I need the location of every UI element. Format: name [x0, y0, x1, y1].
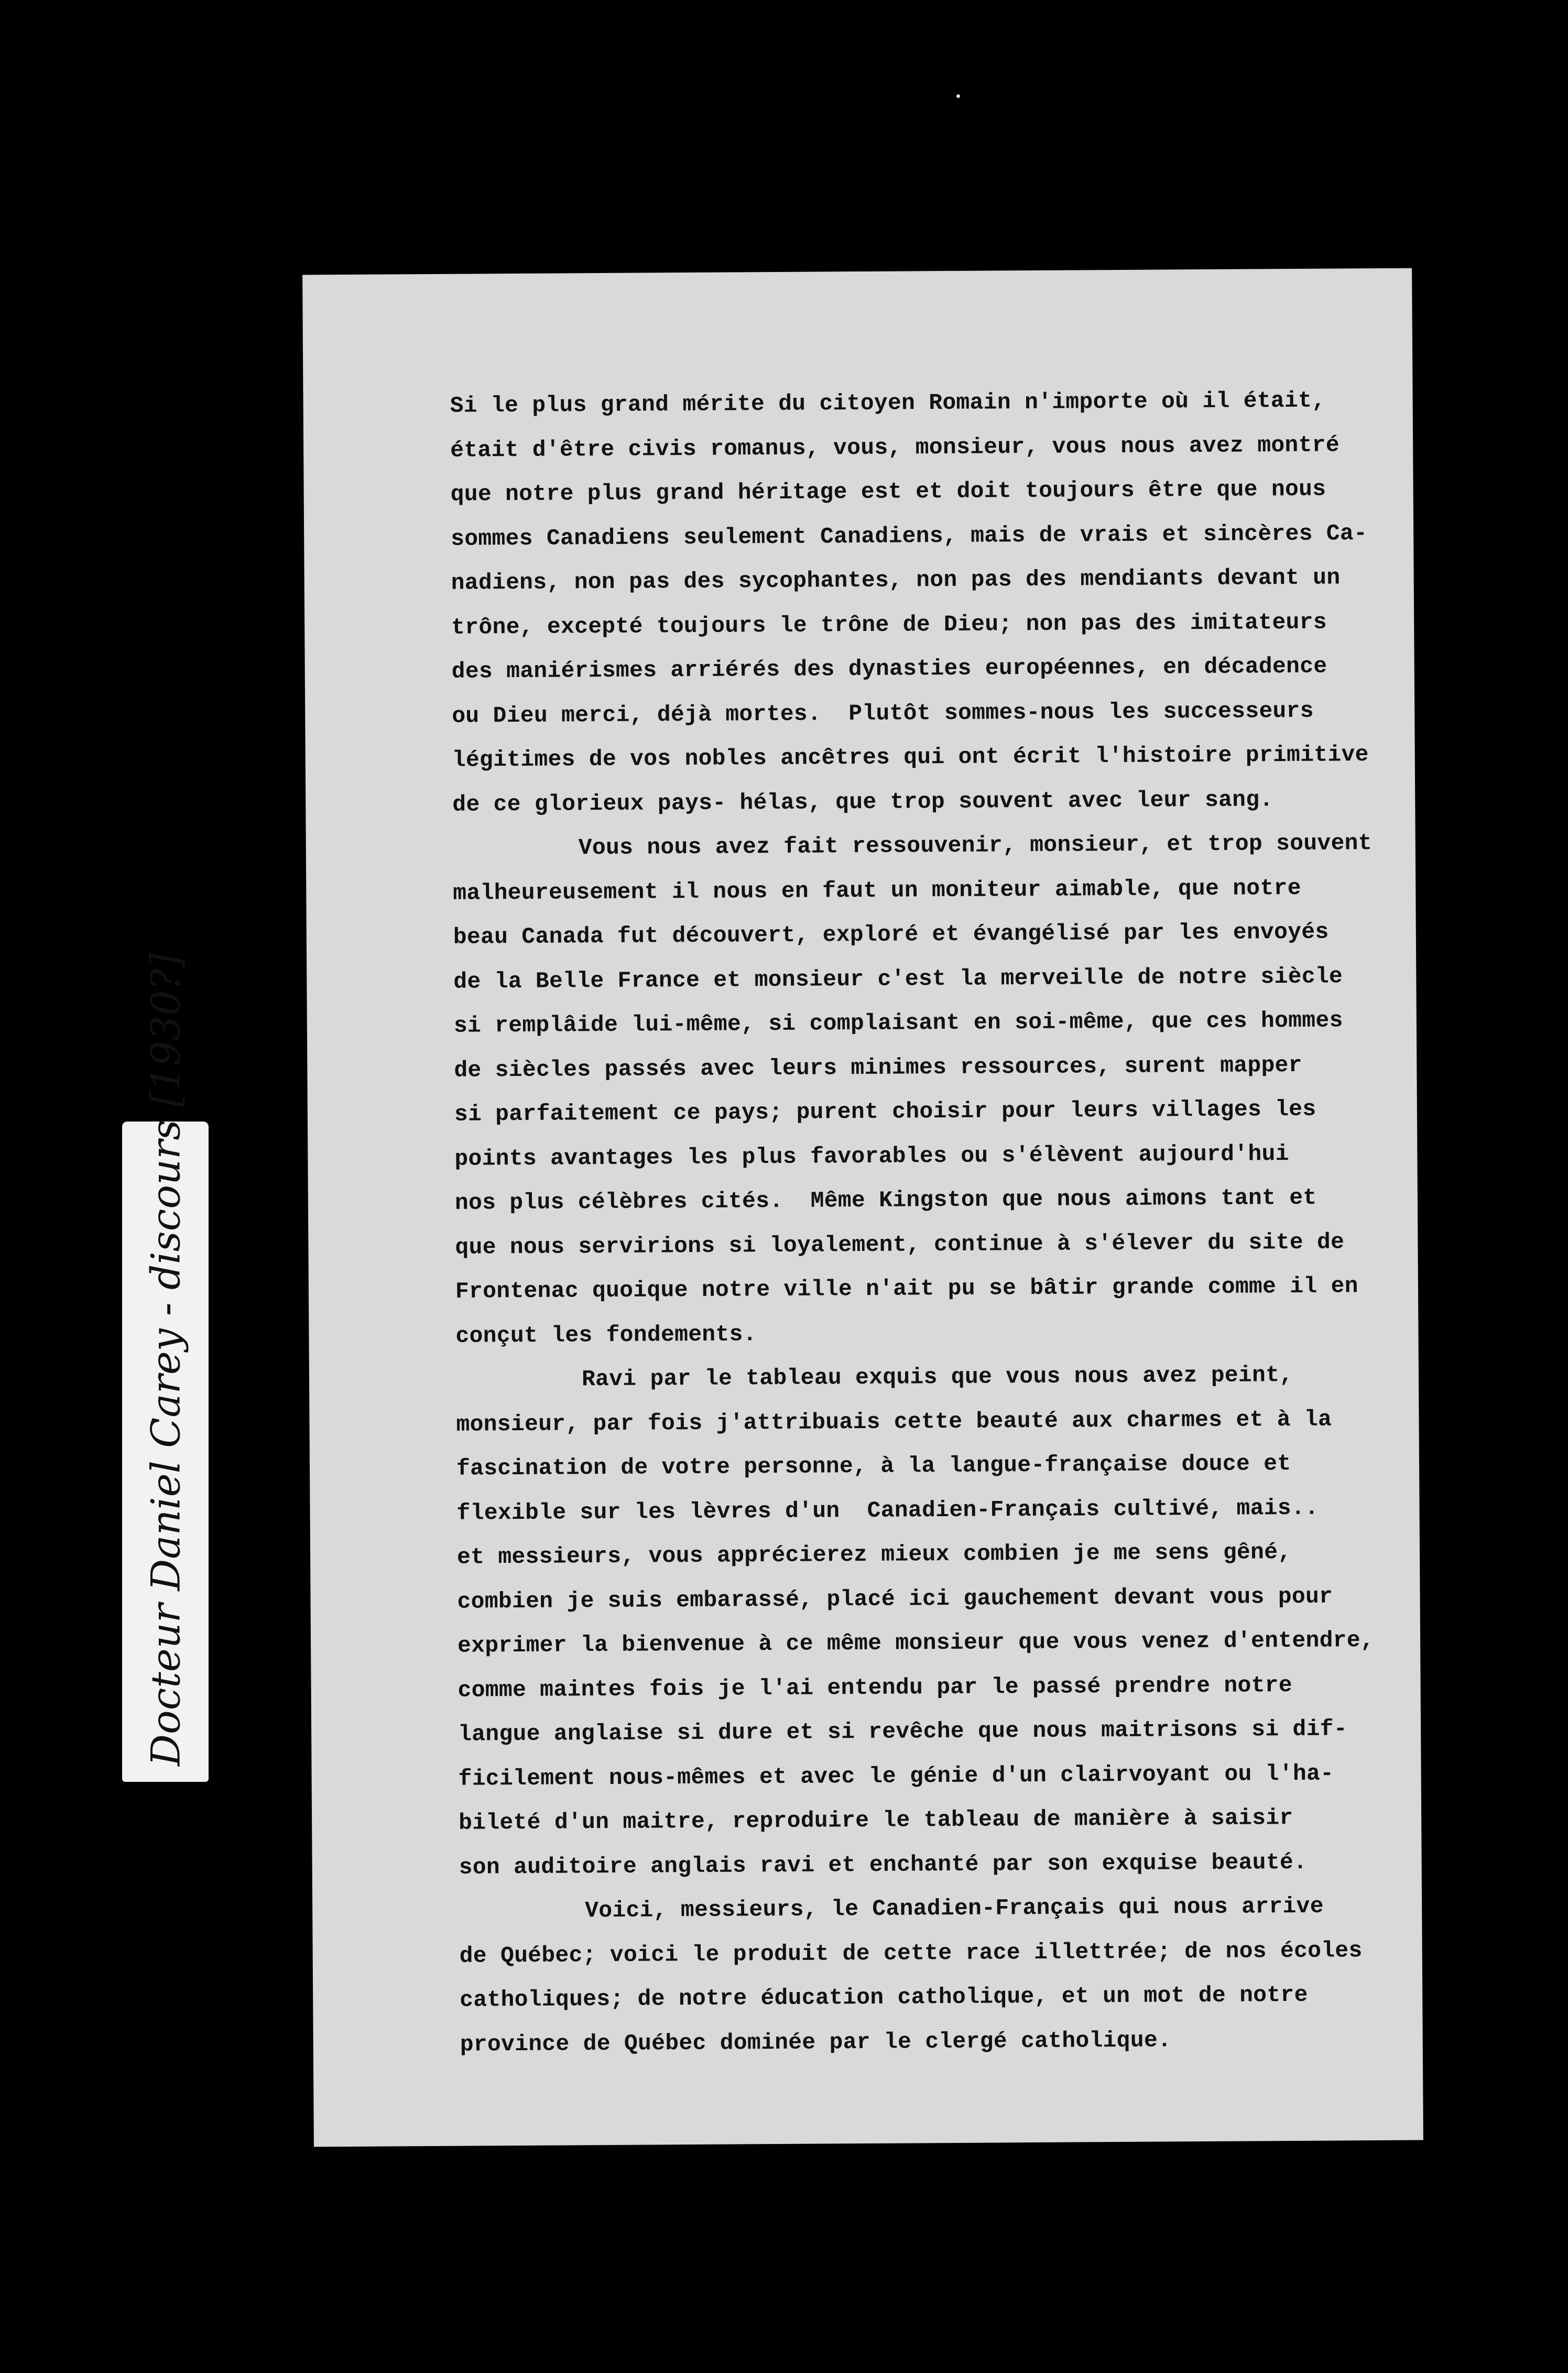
- archive-label-text: Docteur Daniel Carey - discours [1930?]: [142, 953, 189, 1766]
- text-line: si parfaitement ce pays; purent choisir pour leurs villages les: [454, 1096, 1316, 1127]
- text-line: points avantages les plus favorables ou s'élèvent aujourd'hui: [454, 1140, 1289, 1172]
- text-line: flexible sur les lèvres d'un Canadien-Français cultivé, mais..: [456, 1495, 1319, 1526]
- text-line: son auditoire anglais ravi et enchanté par son exquise beauté.: [459, 1849, 1308, 1880]
- text-line: catholiques; de notre éducation catholique, et un mot de notre: [460, 1982, 1308, 2013]
- text-line: Si le plus grand mérite du citoyen Romain n'importe où il était,: [450, 387, 1326, 419]
- text-line: de siècles passés avec leurs minimes ressources, surent mapper: [454, 1052, 1302, 1083]
- text-line: sommes Canadiens seulement Canadiens, mais de vrais et sincères Ca-: [451, 520, 1368, 552]
- text-line: bileté d'un maitre, reproduire le tableau de manière à saisir: [459, 1805, 1293, 1836]
- text-line: comme maintes fois je l'ai entendu par le passé prendre notre: [458, 1672, 1293, 1703]
- text-line: de Québec; voici le produit de cette race illettrée; de nos écoles: [459, 1937, 1363, 1969]
- text-line: Frontenac quoique notre ville n'ait pu se bâtir grande comme il en: [455, 1273, 1358, 1304]
- text-line: des maniérismes arriérés des dynasties européennes, en décadence: [451, 653, 1327, 684]
- text-line: de ce glorieux pays- hélas, que trop souvent avec leur sang.: [452, 786, 1273, 818]
- text-line: si remplâide lui-même, si complaisant en soi-même, que ces hommes: [453, 1007, 1343, 1039]
- text-line: combien je suis embarassé, placé ici gauchement devant vous pour: [457, 1583, 1333, 1615]
- text-line: langue anglaise si dure et si revêche que nous maitrisons si dif-: [458, 1716, 1348, 1747]
- text-line: et messieurs, vous apprécierez mieux combien je me sens gêné,: [456, 1539, 1292, 1570]
- text-line: exprimer la bienvenue à ce même monsieur que vous venez d'entendre,: [457, 1627, 1375, 1659]
- text-line: fascination de votre personne, à la langue-française douce et: [456, 1451, 1291, 1482]
- archive-label-tag: [122, 953, 209, 1782]
- text-line: que nous servirions si loyalement, continue à s'élever du site de: [455, 1228, 1345, 1260]
- text-line: que notre plus grand héritage est et doit toujours être que nous: [450, 476, 1326, 507]
- text-line: légitimes de vos nobles ancêtres qui ont écrit l'histoire primitive: [452, 742, 1369, 773]
- text-line: était d'être civis romanus, vous, monsieur, vous nous avez montré: [450, 431, 1340, 463]
- text-line: nadiens, non pas des sycophantes, non pas des mendiants devant un: [451, 564, 1341, 596]
- scan-speck: [956, 94, 960, 98]
- text-line: nos plus célèbres cités. Même Kingston que nous aimons tant et: [454, 1184, 1317, 1216]
- text-line: monsieur, par fois j'attribuais cette beauté aux charmes et à la: [456, 1406, 1332, 1438]
- text-line: province de Québec dominée par le clergé catholique.: [460, 2027, 1172, 2058]
- text-line: trône, excepté toujours le trône de Dieu; non pas des imitateurs: [451, 609, 1327, 640]
- text-line: ficilement nous-mêmes et avec le génie d'un clairvoyant ou l'ha-: [458, 1760, 1334, 1792]
- text-line: de la Belle France et monsieur c'est la merveille de notre siècle: [453, 963, 1343, 995]
- text-line: Voici, messieurs, le Canadien-Français qui nous arrive: [585, 1893, 1324, 1924]
- text-line: malheureusement il nous en faut un moniteur aimable, que notre: [453, 875, 1301, 906]
- text-line: conçut les fondements.: [455, 1321, 757, 1349]
- typewritten-page: [302, 268, 1423, 2147]
- typewritten-text: [450, 378, 1382, 2067]
- text-line: Ravi par le tableau exquis que vous nous avez peint,: [581, 1362, 1293, 1392]
- text-line: beau Canada fut découvert, exploré et évangélisé par les envoyés: [453, 919, 1329, 950]
- text-line: Vous nous avez fait ressouvenir, monsieur, et trop souvent: [578, 830, 1372, 861]
- text-line: ou Dieu merci, déjà mortes. Plutôt sommes-nous les successeurs: [452, 698, 1314, 729]
